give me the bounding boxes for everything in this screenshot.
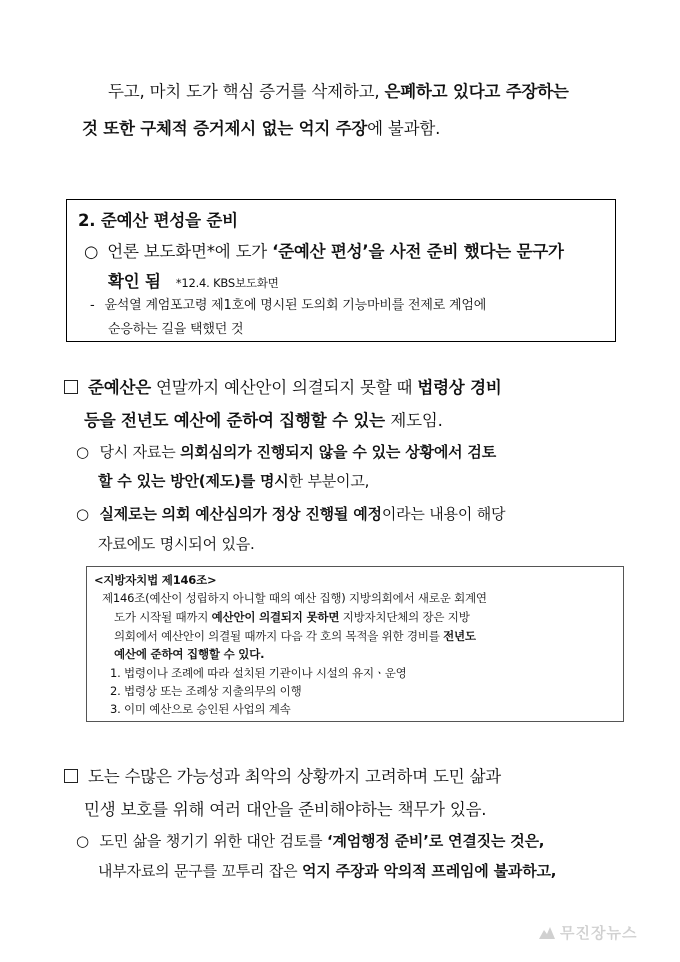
checkbox-square-icon xyxy=(64,380,78,394)
intro-bold-text: 것 또한 구체적 증거제시 없는 억지 주장 xyxy=(82,119,368,138)
intro-text: 두고, 마치 도가 핵심 증거를 삭제하고, xyxy=(108,82,385,101)
news-watermark xyxy=(538,922,637,943)
law-box-item: 3. 이미 예산으로 승인된 사업의 계속 xyxy=(110,702,291,716)
intro-bold-text: 은폐하고 있다고 주장하는 xyxy=(384,82,569,101)
intro-text: 에 불과함. xyxy=(367,119,441,138)
bullet-text: 언론 보도화면*에 도가 xyxy=(107,242,273,261)
sub-bold-text: 할 수 있는 방안(제도)를 명시 xyxy=(98,472,289,490)
checkbox-square-icon xyxy=(64,769,78,783)
law-text: 지방자치단체의 장은 지방 xyxy=(339,610,470,624)
section-2-title: 2. 준예산 편성을 준비 xyxy=(78,211,238,230)
dash-bullet: - xyxy=(90,298,95,313)
para-1-sub-1-line-1 xyxy=(76,441,496,462)
law-bold-text: 예산안이 의결되지 못하면 xyxy=(211,610,340,624)
section-2-dash-line-2: 순응하는 길을 택했던 것 xyxy=(108,322,244,337)
law-box-line-2 xyxy=(114,609,470,625)
sub-bold-text: 실제로는 의회 예산심의가 정상 진행될 예정 xyxy=(99,505,382,523)
law-box-item: 1. 법령이나 조례에 따라 설치된 기관이나 시설의 유지ㆍ운영 xyxy=(110,666,407,680)
law-bold-text: 전년도 xyxy=(443,629,476,643)
para-2-line-1 xyxy=(64,763,501,787)
circle-bullet-icon: ○ xyxy=(84,242,99,261)
para-text: 도는 수많은 가능성과 최악의 상황까지 고려하며 도민 삶과 xyxy=(88,767,502,786)
para-bold-text: 준예산은 xyxy=(88,378,151,397)
law-box-line-4: 예산에 준하여 집행할 수 있다. xyxy=(114,647,265,661)
sub-text: 도민 삶을 챙기기 위한 대안 검토를 xyxy=(99,832,327,850)
intro-line-1 xyxy=(108,78,569,102)
para-2-line-2: 민생 보호를 위해 여러 대안을 준비해야하는 책무가 있음. xyxy=(84,800,487,819)
sub-text: 이라는 내용이 해당 xyxy=(381,505,506,523)
circle-bullet-icon: ○ xyxy=(76,832,89,850)
sub-bold-text: 억지 주장과 악의적 프레임에 불과하고, xyxy=(302,862,557,880)
para-2-sub-1-line-1 xyxy=(76,830,544,851)
law-box-line-1: 제146조(예산이 성립하지 아니할 때의 예산 집행) 지방의회에서 새로운 회계연 xyxy=(102,591,487,605)
intro-line-2 xyxy=(82,115,440,139)
mountain-logo-icon xyxy=(538,924,556,940)
sub-bold-text: ‘계엄행정 준비’로 연결짓는 것은, xyxy=(326,832,545,850)
para-bold-text: 등을 전년도 예산에 준하여 집행할 수 있는 xyxy=(84,411,391,430)
law-box-title: <지방자치법 제146조> xyxy=(94,573,217,587)
para-text: 연말까지 예산안이 의결되지 못할 때 xyxy=(150,378,418,397)
para-bold-text: 법령상 경비 xyxy=(417,378,502,397)
bullet-bold-text: ‘준예산 편성’을 사전 준비 했다는 문구가 xyxy=(272,242,564,261)
sub-bold-text: 의회심의가 진행되지 않을 수 있는 상황에서 검토 xyxy=(180,443,496,461)
circle-bullet-icon: ○ xyxy=(76,443,89,461)
bullet-bold-text: 확인 됨 xyxy=(108,272,161,291)
para-text: 제도임. xyxy=(390,411,443,430)
sub-text: 당시 자료는 xyxy=(99,443,181,461)
para-1-line-1 xyxy=(64,374,502,398)
para-1-sub-2-line-2: 자료에도 명시되어 있음. xyxy=(98,535,255,553)
circle-bullet-icon: ○ xyxy=(76,505,89,523)
sub-text: 내부자료의 문구를 꼬투리 잡은 xyxy=(98,862,303,880)
sub-text: 한 부분이고, xyxy=(288,472,370,490)
para-1-sub-1-line-2 xyxy=(98,470,369,491)
para-1-line-2 xyxy=(84,407,443,431)
section-2-dash-line-1 xyxy=(90,294,486,313)
watermark-text: 무진장뉴스 xyxy=(560,924,638,942)
law-text: 의회에서 예산안이 의결될 때까지 다음 각 호의 목적을 위한 경비를 xyxy=(114,629,444,643)
para-2-sub-1-line-2 xyxy=(98,860,556,881)
footnote-text: *12.4. KBS보도화면 xyxy=(175,276,279,290)
law-box-item: 2. 법령상 또는 조례상 지출의무의 이행 xyxy=(110,684,302,698)
dash-text: 윤석열 계엄포고령 제1호에 명시된 도의회 기능마비를 전제로 계엄에 xyxy=(104,298,487,313)
law-box-line-3 xyxy=(114,628,476,644)
section-2-bullet-1-line-1 xyxy=(84,238,564,262)
law-text: 도가 시작될 때까지 xyxy=(114,610,212,624)
para-1-sub-2-line-1 xyxy=(76,503,505,524)
section-2-bullet-1-line-2 xyxy=(108,268,279,292)
